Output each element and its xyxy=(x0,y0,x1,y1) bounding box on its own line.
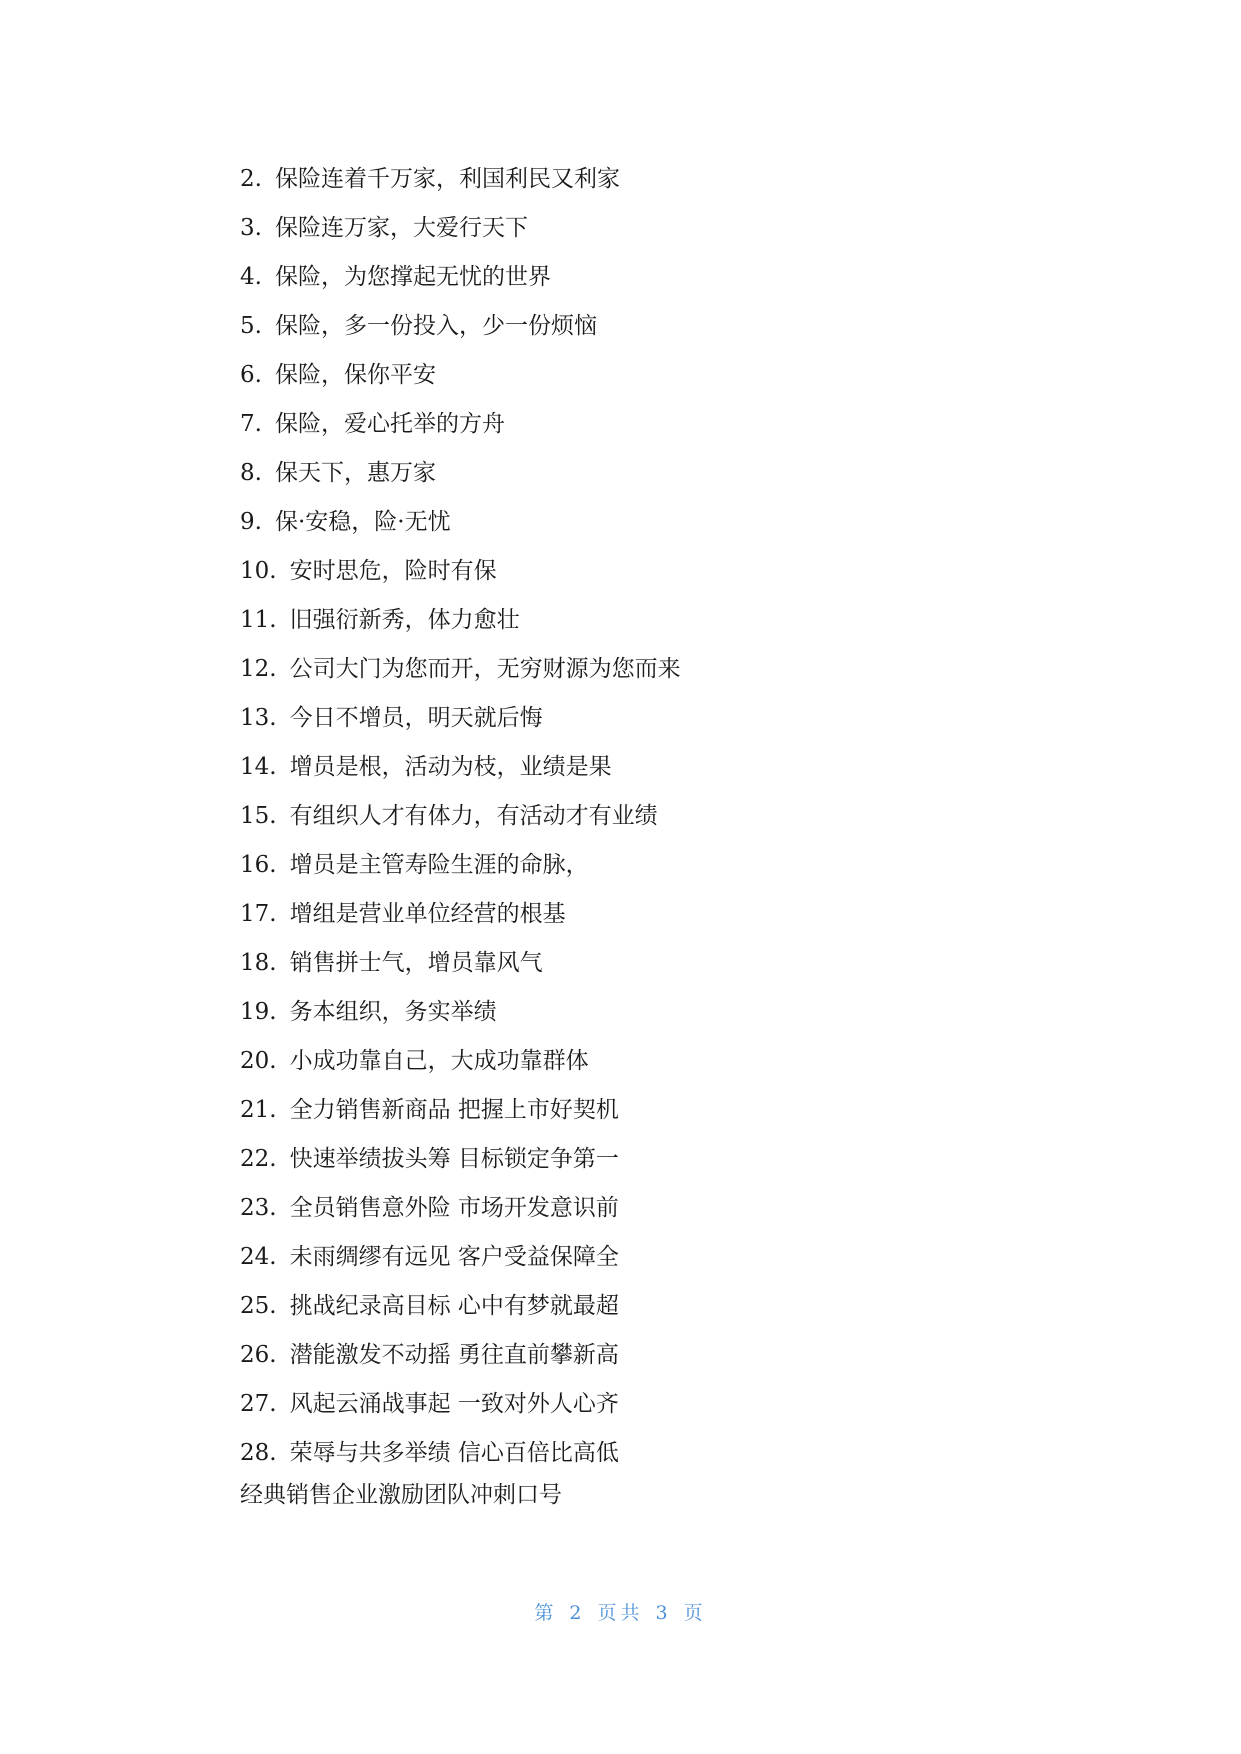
item-number: 20. xyxy=(240,1048,277,1074)
list-item xyxy=(240,939,681,988)
list-item xyxy=(240,400,681,449)
item-number: 23. xyxy=(240,1195,277,1221)
list-item xyxy=(240,1282,681,1331)
item-text: 务本组织，务实举绩 xyxy=(289,999,497,1025)
item-text: 快速举绩拔头筹 目标锁定争第一 xyxy=(289,1146,619,1172)
item-text: 未雨绸缪有远见 客户受益保障全 xyxy=(289,1244,619,1270)
list-item xyxy=(240,596,681,645)
item-number: 4. xyxy=(240,264,262,290)
item-text: 有组织人才有体力，有活动才有业绩 xyxy=(289,803,658,829)
list-item xyxy=(240,302,681,351)
item-text: 潜能激发不动摇 勇往直前攀新高 xyxy=(289,1342,619,1368)
item-text: 保险，爱心托举的方舟 xyxy=(274,411,505,437)
list-item xyxy=(240,1086,681,1135)
list-item xyxy=(240,155,681,204)
item-number: 24. xyxy=(240,1244,277,1270)
item-number: 14. xyxy=(240,754,277,780)
list-item xyxy=(240,253,681,302)
list-item xyxy=(240,351,681,400)
list-item xyxy=(240,792,681,841)
list-item xyxy=(240,204,681,253)
footer-prefix: 第 xyxy=(534,1602,558,1624)
list-item xyxy=(240,1331,681,1380)
item-text: 保险，多一份投入，少一份烦恼 xyxy=(274,313,597,339)
item-text: 增员是根，活动为枝，业绩是果 xyxy=(289,754,612,780)
list-item xyxy=(240,449,681,498)
item-text: 保险，保你平安 xyxy=(274,362,436,388)
item-number: 3. xyxy=(240,215,262,241)
footer-middle: 页共 xyxy=(597,1602,644,1624)
list-item xyxy=(240,645,681,694)
item-text: 荣辱与共多举绩 信心百倍比高低 xyxy=(289,1440,619,1466)
item-text: 保险，为您撑起无忧的世界 xyxy=(274,264,551,290)
item-text: 全员销售意外险 市场开发意识前 xyxy=(289,1195,619,1221)
item-text: 保险连着千万家，利国利民又利家 xyxy=(274,166,620,192)
item-text: 小成功靠自己，大成功靠群体 xyxy=(289,1048,589,1074)
item-number: 8. xyxy=(240,460,262,486)
item-text: 保·安稳，险·无忧 xyxy=(274,509,451,535)
item-text: 保险连万家，大爱行天下 xyxy=(274,215,528,241)
item-text: 挑战纪录高目标 心中有梦就最超 xyxy=(289,1293,619,1319)
item-number: 11. xyxy=(240,607,277,633)
item-number: 13. xyxy=(240,705,277,731)
item-text: 增员是主管寿险生涯的命脉， xyxy=(289,852,589,878)
footer-total-pages: 3 xyxy=(655,1602,672,1624)
item-number: 28. xyxy=(240,1440,277,1466)
item-number: 5. xyxy=(240,313,262,339)
list-item xyxy=(240,498,681,547)
list-item xyxy=(240,988,681,1037)
item-number: 19. xyxy=(240,999,277,1025)
footer-suffix: 页 xyxy=(683,1602,707,1624)
item-text: 今日不增员，明天就后悔 xyxy=(289,705,543,731)
item-number: 12. xyxy=(240,656,277,682)
list-item xyxy=(240,743,681,792)
section-heading: 经典销售企业激励团队冲刺口号 xyxy=(240,1482,562,1508)
list-item xyxy=(240,694,681,743)
list-item xyxy=(240,1380,681,1429)
item-text: 风起云涌战事起 一致对外人心齐 xyxy=(289,1391,619,1417)
item-number: 10. xyxy=(240,558,277,584)
item-number: 25. xyxy=(240,1293,277,1319)
item-number: 7. xyxy=(240,411,262,437)
item-number: 17. xyxy=(240,901,277,927)
item-number: 2. xyxy=(240,166,262,192)
item-text: 保天下，惠万家 xyxy=(274,460,436,486)
item-number: 21. xyxy=(240,1097,277,1123)
slogan-list xyxy=(240,155,681,1478)
item-text: 增组是营业单位经营的根基 xyxy=(289,901,566,927)
item-number: 6. xyxy=(240,362,262,388)
list-item xyxy=(240,547,681,596)
item-number: 18. xyxy=(240,950,277,976)
item-text: 旧强衍新秀，体力愈壮 xyxy=(289,607,520,633)
page-footer xyxy=(0,1598,1241,1625)
item-text: 公司大门为您而开，无穷财源为您而来 xyxy=(289,656,681,682)
list-item xyxy=(240,1233,681,1282)
list-item xyxy=(240,1184,681,1233)
list-item xyxy=(240,1135,681,1184)
item-number: 16. xyxy=(240,852,277,878)
item-number: 22. xyxy=(240,1146,277,1172)
item-number: 15. xyxy=(240,803,277,829)
list-item xyxy=(240,890,681,939)
item-text: 安时思危，险时有保 xyxy=(289,558,497,584)
footer-current-page: 2 xyxy=(569,1602,586,1624)
list-item xyxy=(240,1037,681,1086)
item-number: 26. xyxy=(240,1342,277,1368)
item-text: 全力销售新商品 把握上市好契机 xyxy=(289,1097,619,1123)
list-item xyxy=(240,841,681,890)
item-number: 9. xyxy=(240,509,262,535)
item-text: 销售拼士气，增员靠风气 xyxy=(289,950,543,976)
item-number: 27. xyxy=(240,1391,277,1417)
